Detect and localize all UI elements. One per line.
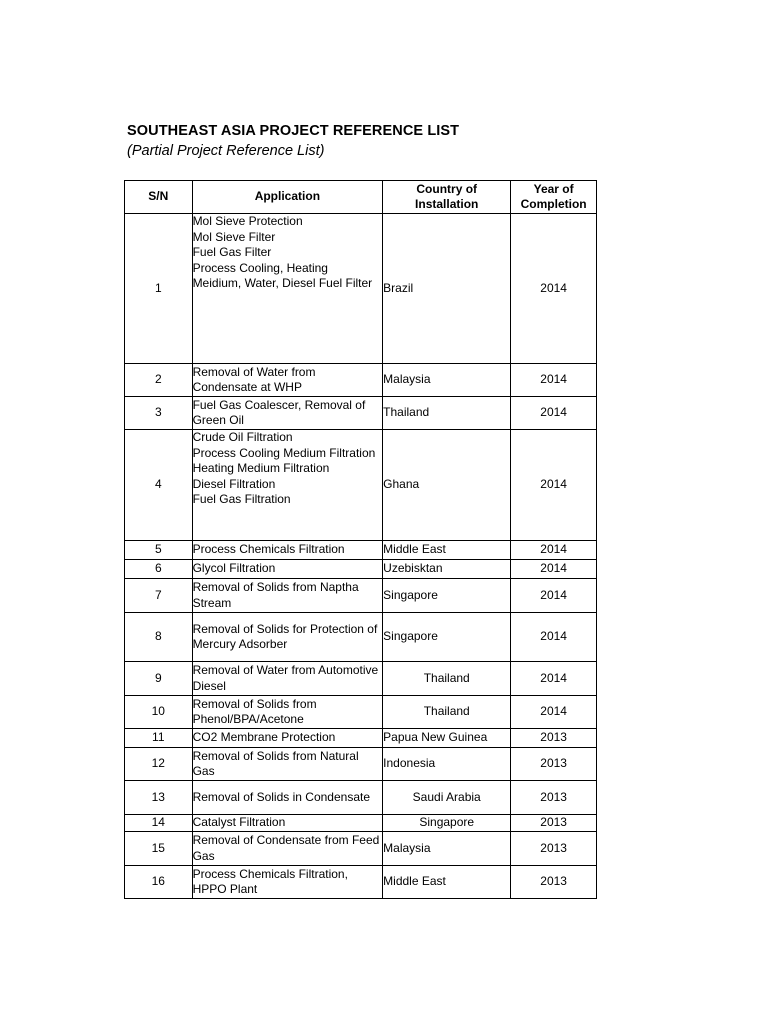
table-row [125,696,597,729]
row-sn: 8 [125,613,193,662]
application-line: Removal of Solids in Condensate [192,789,370,804]
row-sn: 2 [125,364,193,397]
row-application [192,560,383,579]
application-line: Fuel Gas Coalescer, Removal of [192,397,366,412]
row-country: Middle East [383,866,511,899]
application-line: Removal of Solids from Natural [192,748,359,763]
row-sn: 14 [125,815,193,832]
row-year: 2014 [511,662,597,696]
header-country-text: Country of Installation [415,181,479,211]
page-title: SOUTHEAST ASIA PROJECT REFERENCE LIST [127,123,460,139]
row-application [192,364,383,397]
row-country: Uzebisktan [383,560,511,579]
row-year: 2013 [511,729,597,748]
row-sn: 11 [125,729,193,748]
row-application [192,613,383,662]
row-country: Thailand [383,397,511,430]
row-country: Ghana [383,430,511,541]
application-line: Crude Oil Filtration [192,430,293,444]
row-sn: 4 [125,430,193,541]
reference-table [124,180,597,899]
row-sn: 12 [125,748,193,781]
row-application [192,662,383,696]
row-country: Malaysia [383,832,511,866]
row-year: 2014 [511,397,597,430]
header-application: Application [192,181,383,214]
row-application [192,397,383,430]
row-year: 2014 [511,214,597,364]
application-line: Gas [192,764,215,778]
row-year: 2013 [511,781,597,815]
row-application [192,866,383,899]
header-year [511,181,597,214]
row-application [192,541,383,560]
application-line: Green Oil [192,413,244,427]
row-year: 2014 [511,579,597,613]
application-line: Removal of Water from Automotive [192,663,379,677]
application-line: Process Chemicals Filtration [192,542,345,557]
row-sn: 10 [125,696,193,729]
row-sn: 9 [125,662,193,696]
row-sn: 6 [125,560,193,579]
table-row [125,832,597,866]
application-line: Catalyst Filtration [192,815,286,830]
row-sn: 7 [125,579,193,613]
application-line: Process Chemicals Filtration, [192,866,348,881]
table-row [125,729,597,748]
table-row [125,815,597,832]
application-line: Process Cooling Medium Filtration [192,445,376,460]
application-line: Condensate at WHP [192,380,302,394]
application-line: Removal of Solids for Protection of [192,621,378,636]
table-row [125,579,597,613]
application-line: Meidium, Water, Diesel Fuel Filter [192,276,373,290]
row-country: Malaysia [383,364,511,397]
row-year: 2014 [511,560,597,579]
table-row [125,397,597,430]
application-line: Diesel Filtration [192,476,276,491]
row-application [192,579,383,613]
page-subtitle: (Partial Project Reference List) [127,143,325,159]
row-year: 2014 [511,430,597,541]
table-row [125,662,597,696]
row-year: 2014 [511,541,597,560]
header-year-text: Year of Completion [520,181,587,211]
application-line: Removal of Condensate from Feed [192,833,380,847]
row-application [192,832,383,866]
row-application [192,748,383,781]
row-year: 2014 [511,613,597,662]
application-line: Stream [192,595,232,610]
row-year: 2013 [511,866,597,899]
application-line: Removal of Solids from [192,696,317,711]
row-country: Thailand [383,662,511,696]
row-year: 2013 [511,815,597,832]
table-row [125,214,597,364]
row-application [192,214,383,364]
application-line: HPPO Plant [192,882,258,896]
row-sn: 16 [125,866,193,899]
row-application [192,781,383,815]
table-row [125,866,597,899]
row-country: Thailand [383,696,511,729]
application-line: Mol Sieve Protection [192,214,303,228]
header-sn: S/N [125,181,193,214]
application-line: Removal of Water from [192,364,316,379]
row-application [192,815,383,832]
row-country: Singapore [383,579,511,613]
row-sn: 5 [125,541,193,560]
row-country: Singapore [383,815,511,832]
header-country [383,181,511,214]
row-sn: 15 [125,832,193,866]
table-row [125,541,597,560]
row-country: Singapore [383,613,511,662]
table-header-row [125,181,597,214]
application-line: Diesel [192,678,226,693]
row-sn: 13 [125,781,193,815]
application-line: Fuel Gas Filter [192,245,272,259]
row-sn: 1 [125,214,193,364]
application-line: Glycol Filtration [192,561,276,576]
row-application [192,729,383,748]
table-row [125,781,597,815]
application-line: Removal of Solids from Naptha [192,580,359,594]
table-row [125,560,597,579]
table-row [125,613,597,662]
application-line: Gas [192,848,215,863]
application-line: Mercury Adsorber [192,637,288,651]
application-line: Heating Medium Filtration [192,461,330,475]
row-country: Saudi Arabia [383,781,511,815]
table-row [125,364,597,397]
row-year: 2013 [511,832,597,866]
table-row [125,430,597,541]
row-sn: 3 [125,397,193,430]
table-row [125,748,597,781]
row-country: Indonesia [383,748,511,781]
row-year: 2014 [511,696,597,729]
row-country: Papua New Guinea [383,729,511,748]
row-application [192,430,383,541]
application-line: Fuel Gas Filtration [192,492,291,506]
row-application [192,696,383,729]
application-line: Mol Sieve Filter [192,229,276,244]
application-line: Process Cooling, Heating [192,260,328,275]
row-country: Brazil [383,214,511,364]
row-year: 2013 [511,748,597,781]
application-line: Phenol/BPA/Acetone [192,712,304,726]
row-country: Middle East [383,541,511,560]
application-line: CO2 Membrane Protection [192,730,336,745]
row-year: 2014 [511,364,597,397]
